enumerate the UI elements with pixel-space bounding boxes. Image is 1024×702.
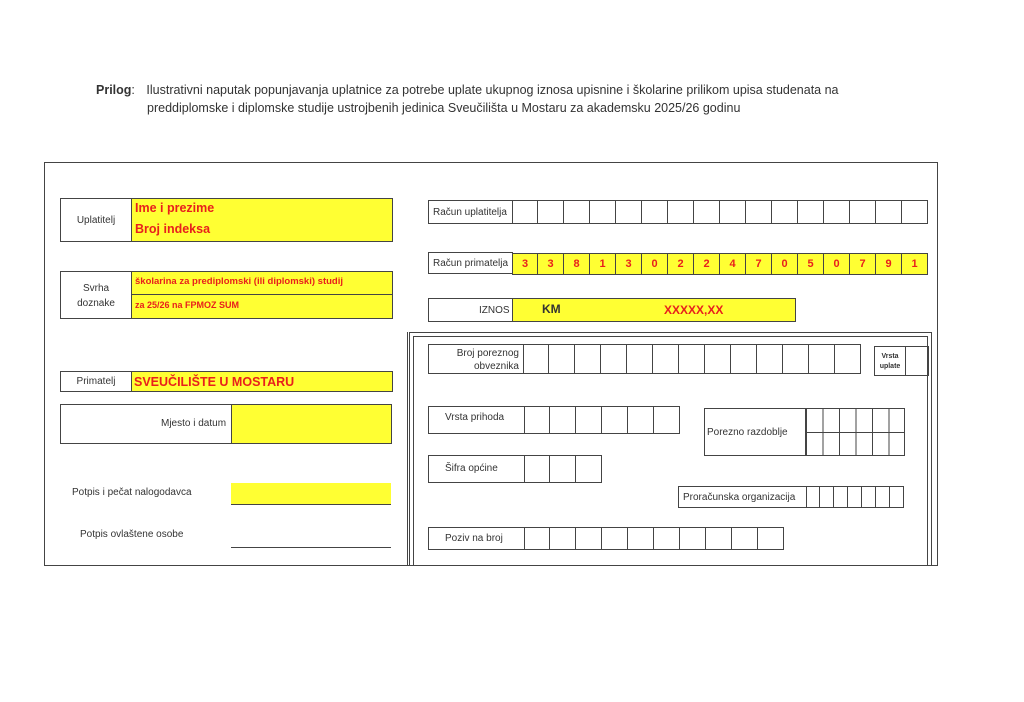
account-cell[interactable] (850, 200, 876, 224)
reference-cell[interactable] (628, 527, 654, 550)
reference-cell[interactable] (732, 527, 758, 550)
account-digit[interactable]: 5 (798, 253, 824, 275)
taxpayer-cell[interactable] (809, 344, 835, 374)
taxpayer-cell[interactable] (523, 344, 549, 374)
section-divider (407, 332, 408, 566)
budget-org-label: Proračunska organizacija (678, 486, 807, 508)
account-cell[interactable] (642, 200, 668, 224)
payment-type-line2: uplate (879, 363, 901, 370)
header-colon: : (131, 83, 135, 97)
reference-cell[interactable] (576, 527, 602, 550)
reference-cell[interactable] (680, 527, 706, 550)
reference-cell[interactable] (524, 527, 550, 550)
taxpayer-cell[interactable] (757, 344, 783, 374)
account-digit[interactable]: 7 (746, 253, 772, 275)
budget-org-cells[interactable] (806, 486, 904, 508)
revenue-type-cells[interactable] (524, 406, 680, 434)
taxpayer-cell[interactable] (549, 344, 575, 374)
payer-account-cells[interactable] (512, 200, 928, 224)
budget-org-cell[interactable] (862, 486, 876, 508)
authorized-signature-label: Potpis ovlaštene osobe (80, 529, 184, 540)
account-cell[interactable] (564, 200, 590, 224)
budget-org-cell[interactable] (820, 486, 834, 508)
payer-index-field[interactable]: Broj indeksa (135, 222, 211, 236)
account-digit[interactable]: 1 (902, 253, 928, 275)
reference-cell[interactable] (758, 527, 784, 550)
budget-org-cell[interactable] (890, 486, 904, 508)
recipient-account-label: Račun primatelja (428, 252, 513, 274)
taxpayer-cell[interactable] (575, 344, 601, 374)
recipient-field[interactable]: SVEUČILIŠTE U MOSTARU (131, 371, 393, 392)
account-cell[interactable] (824, 200, 850, 224)
amount-currency: KM (542, 302, 561, 316)
amount-label: IZNOS (428, 298, 513, 322)
reference-cell[interactable] (550, 527, 576, 550)
payer-signature-label: Potpis i pečat nalogodavca (72, 487, 192, 498)
account-digit[interactable]: 4 (720, 253, 746, 275)
account-cell[interactable] (798, 200, 824, 224)
account-digit[interactable]: 1 (590, 253, 616, 275)
taxpayer-cell[interactable] (679, 344, 705, 374)
municipality-cell[interactable] (550, 455, 576, 483)
account-cell[interactable] (538, 200, 564, 224)
reference-cell[interactable] (706, 527, 732, 550)
account-digit[interactable]: 0 (642, 253, 668, 275)
budget-org-cell[interactable] (876, 486, 890, 508)
budget-org-cell[interactable] (848, 486, 862, 508)
revenue-cell[interactable] (602, 406, 628, 434)
header-line2: preddiplomske i diplomske studije ustrojbenih jedinica Sveučilišta u Mostaru za akademsku 2025/26 godinu (147, 101, 741, 115)
budget-org-cell[interactable] (806, 486, 820, 508)
taxpayer-cell[interactable] (601, 344, 627, 374)
payer-account-label: Račun uplatitelja (428, 200, 513, 224)
account-cell[interactable] (512, 200, 538, 224)
authorized-signature-line[interactable] (231, 547, 391, 548)
taxpayer-cell[interactable] (653, 344, 679, 374)
revenue-cell[interactable] (576, 406, 602, 434)
purpose-line1-field[interactable]: školarina za prediplomski (ili diplomski) studij (131, 271, 393, 295)
taxpayer-label-line1: Broj poreznog (456, 348, 519, 359)
taxpayer-cell[interactable] (835, 344, 861, 374)
purpose-label (60, 271, 132, 319)
municipality-code-cells[interactable] (524, 455, 602, 483)
recipient-account-cells[interactable] (512, 253, 928, 275)
account-cell[interactable] (772, 200, 798, 224)
revenue-cell[interactable] (524, 406, 550, 434)
municipality-cell[interactable] (576, 455, 602, 483)
place-date-label: Mjesto i datum (161, 418, 227, 429)
account-digit[interactable]: 0 (824, 253, 850, 275)
reference-label: Poziv na broj (428, 527, 525, 550)
payer-signature-field[interactable] (231, 483, 391, 505)
revenue-type-label: Vrsta prihoda (428, 406, 525, 434)
revenue-cell[interactable] (654, 406, 680, 434)
taxpayer-cell[interactable] (627, 344, 653, 374)
recipient-label: Primatelj (60, 371, 132, 392)
account-digit[interactable]: 9 (876, 253, 902, 275)
amount-value: XXXXX,XX (664, 303, 724, 317)
header-line1: Ilustrativni naputak popunjavanja uplatnice za potrebe uplate ukupnog iznosa upisnine i školarine prilikom upisa studenata na (146, 83, 839, 97)
account-digit[interactable]: 3 (512, 253, 538, 275)
purpose-label-line2: doznake (77, 298, 115, 309)
attachment-header (96, 82, 916, 99)
attachment-prefix: Prilog (96, 83, 132, 97)
place-date-field[interactable] (231, 404, 392, 444)
reference-cell[interactable] (654, 527, 680, 550)
account-cell[interactable] (616, 200, 642, 224)
payer-name-field[interactable]: Ime i prezime (135, 201, 215, 215)
account-cell[interactable] (590, 200, 616, 224)
tax-period-cells[interactable] (805, 408, 905, 456)
account-digit[interactable]: 2 (668, 253, 694, 275)
revenue-cell[interactable] (550, 406, 576, 434)
account-cell[interactable] (720, 200, 746, 224)
account-digit[interactable]: 8 (564, 253, 590, 275)
account-digit[interactable]: 0 (772, 253, 798, 275)
account-digit[interactable]: 7 (850, 253, 876, 275)
account-cell[interactable] (668, 200, 694, 224)
purpose-label-line1: Svrha (82, 283, 110, 294)
revenue-cell[interactable] (628, 406, 654, 434)
purpose-line2-field[interactable]: za 25/26 na FPMOZ SUM (131, 294, 393, 319)
municipality-cell[interactable] (524, 455, 550, 483)
reference-cells[interactable] (524, 527, 784, 550)
budget-org-cell[interactable] (834, 486, 848, 508)
taxpayer-label-line2: obveznika (473, 361, 519, 372)
reference-cell[interactable] (602, 527, 628, 550)
account-cell[interactable] (876, 200, 902, 224)
taxpayer-cell[interactable] (783, 344, 809, 374)
account-cell[interactable] (902, 200, 928, 224)
taxpayer-number-cells[interactable] (523, 344, 861, 374)
payment-type-field[interactable] (905, 346, 929, 376)
account-digit[interactable]: 3 (616, 253, 642, 275)
account-digit[interactable]: 3 (538, 253, 564, 275)
payer-label: Uplatitelj (60, 198, 132, 242)
account-cell[interactable] (746, 200, 772, 224)
account-digit[interactable]: 2 (694, 253, 720, 275)
taxpayer-cell[interactable] (705, 344, 731, 374)
municipality-code-label: Šifra općine (428, 455, 525, 483)
taxpayer-number-label (428, 344, 524, 374)
tax-period-label: Porezno razdoblje (704, 408, 806, 456)
taxpayer-cell[interactable] (731, 344, 757, 374)
payment-type-line1: Vrsta (881, 353, 899, 360)
account-cell[interactable] (694, 200, 720, 224)
payment-type-box (874, 346, 906, 376)
